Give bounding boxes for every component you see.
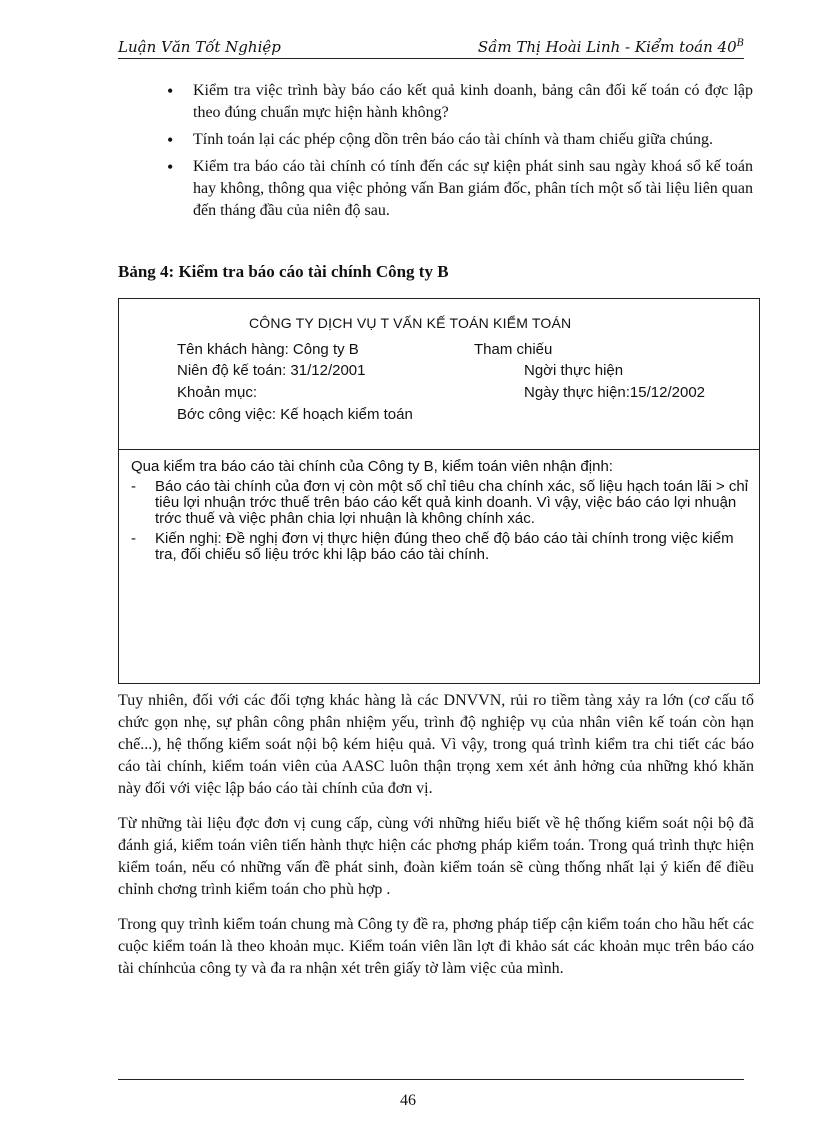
bullet-item: • Kiểm tra báo cáo tài chính có tính đến các sự kiện phát sinh sau ngày khoá sổ kế toán hay không, thông qua việc phỏng vấn Ban giám đốc, phân tích một số tài liệu liên quan đến tháng đầu của niên độ sau. bbox=[167, 157, 753, 219]
paragraph: Trong quy trình kiểm toán chung mà Công ty đề ra, phơng pháp tiếp cận kiểm toán cho hầu hết các cuộc kiểm toán là theo khoản mục. Kiểm toán viên lần lợt đi khảo sát các khoản mục trên báo cáo tài chínhcủa công ty và đa ra nhận xét trên giấy tờ làm việc của mình. bbox=[118, 916, 754, 977]
date-field: Ngày thực hiện:15/12/2002 bbox=[524, 384, 706, 401]
header-thesis-title: Luận Văn Tốt Nghiệp bbox=[118, 38, 281, 56]
body-text bbox=[118, 690, 754, 993]
page-header bbox=[118, 36, 744, 59]
form-header bbox=[119, 299, 759, 450]
paragraph: Tuy nhiên, đối với các đối tợng khác hàng là các DNVVN, rủi ro tiềm tàng xảy ra lớn (cơ cấu tổ chức gọn nhẹ, sự phân công phân nhiệm yếu, trình độ nghiệp vụ của nhân viên kế toán còn hạn chế...), hệ thống kiểm soát nội bộ kém hiệu quả. Vì vậy, trong quá trình kiểm tra chi tiết các báo cáo tài chính, kiểm toán viên của AASC luôn thận trọng xem xét ảnh hởng của những khó khăn này đối với việc lập báo cáo tài chính của đơn vị. bbox=[118, 692, 754, 797]
table-title: Bảng 4: Kiểm tra báo cáo tài chính Công ty B bbox=[118, 262, 449, 281]
bullet-icon: • bbox=[167, 157, 174, 177]
performer-field: Ngời thực hiện bbox=[524, 362, 624, 379]
footer-divider bbox=[118, 1079, 744, 1080]
bullet-item: • Tính toán lại các phép cộng dồn trên báo cáo tài chính và tham chiếu giữa chúng. bbox=[167, 130, 714, 150]
bullet-icon: • bbox=[167, 130, 174, 150]
reference-field: Tham chiếu bbox=[474, 341, 553, 358]
finding-item: - Báo cáo tài chính của đơn vị còn một số chỉ tiêu cha chính xác, số liệu hạch toán lãi > chỉ tiêu lợi nhuận trớc thuế trên báo cáo kết quả kinh doanh. Vì vậy, việc báo cáo lợi nhuận trớc thuế và việc phân chia lợi nhuận là không chính xác. bbox=[131, 478, 749, 527]
item-field: Khoản mục: bbox=[177, 384, 258, 401]
bullet-list bbox=[163, 80, 753, 227]
finding-item: - Kiến nghị: Đề nghị đơn vị thực hiện đúng theo chế độ báo cáo tài chính trong việc kiểm tra, đối chiếu số liệu trớc khi lập báo cáo tài chính. bbox=[131, 530, 734, 563]
page-number: 46 bbox=[400, 1092, 416, 1109]
findings-intro: Qua kiểm tra báo cáo tài chính của Công ty B, kiểm toán viên nhận định: bbox=[131, 458, 613, 475]
bullet-icon: • bbox=[167, 81, 174, 101]
audit-form bbox=[118, 298, 760, 684]
company-name: CÔNG TY DỊCH VỤ T VẤN KẾ TOÁN KIỂM TOÁN bbox=[249, 315, 572, 331]
paragraph: Từ những tài liệu đợc đơn vị cung cấp, cùng với những hiểu biết về hệ thống kiểm soát nội bộ đã đánh giá, kiểm toán viên tiến hành thực hiện các phơng pháp kiểm toán. Trong quá trình thực hiện kiểm toán, nếu có những vấn đề phát sinh, đoàn kiểm toán sẽ cùng thống nhất lại ý kiến để điều chỉnh chơng trình kiểm toán cho phù hợp . bbox=[118, 815, 754, 898]
client-field: Tên khách hàng: Công ty B bbox=[177, 341, 359, 358]
form-findings bbox=[131, 459, 751, 567]
bullet-item: • Kiểm tra việc trình bày báo cáo kết quả kinh doanh, bảng cân đối kế toán có đợc lập theo đúng chuẩn mực hiện hành không? bbox=[167, 81, 753, 121]
header-author: Sầm Thị Hoài Linh - Kiểm toán $40^B$ bbox=[477, 38, 744, 56]
period-field: Niên độ kế toán: 31/12/2001 bbox=[177, 362, 366, 379]
step-field: Bớc công việc: Kế hoạch kiểm toán bbox=[177, 406, 413, 423]
